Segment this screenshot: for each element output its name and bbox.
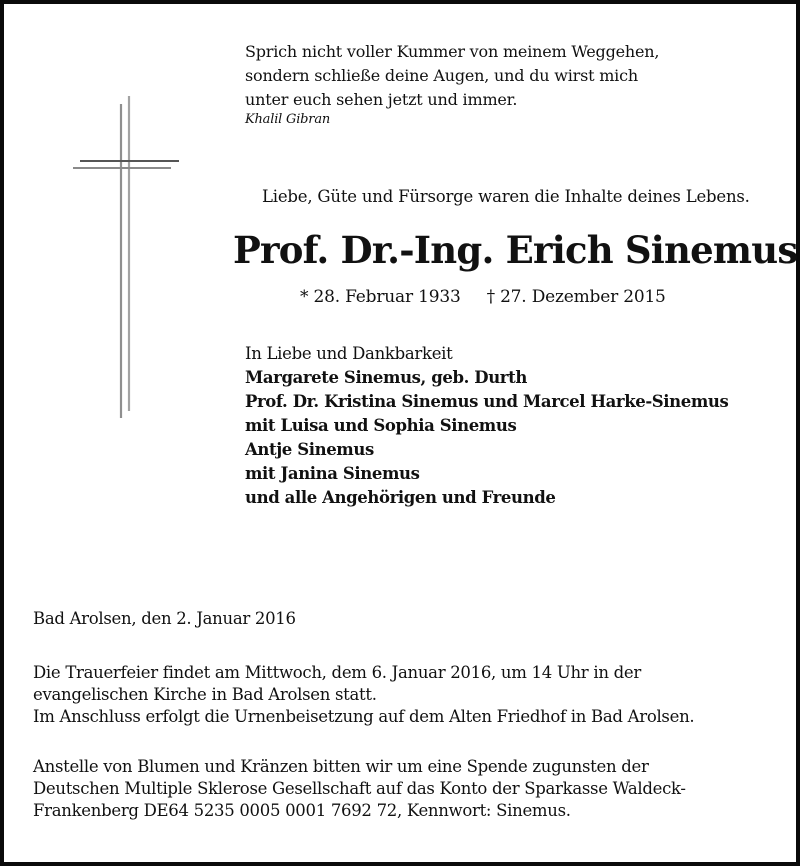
donation-line: Anstelle von Blumen und Kränzen bitten wir um eine Spende zugunsten der xyxy=(33,757,649,776)
mourner-name: Prof. Dr. Kristina Sinemus und Marcel Harke-Sinemus xyxy=(245,392,729,411)
quote-line: unter euch sehen jetzt und immer. xyxy=(245,90,518,109)
mourner-name: mit Luisa und Sophia Sinemus xyxy=(245,416,517,435)
motto: Liebe, Güte und Fürsorge waren die Inhalte deines Lebens. xyxy=(262,187,750,206)
mourners xyxy=(245,342,728,510)
deceased-name: Prof. Dr.-Ing. Erich Sinemus xyxy=(233,228,798,272)
funeral-line: Die Trauerfeier findet am Mittwoch, dem 6. Januar 2016, um 14 Uhr in der xyxy=(33,663,641,682)
mourners-intro: In Liebe und Dankbarkeit xyxy=(245,344,453,363)
quote-line: Sprich nicht voller Kummer von meinem Weggehen, xyxy=(245,42,660,61)
donation-line: Frankenberg DE64 5235 0005 0001 7692 72, Kennwort: Sinemus. xyxy=(33,801,571,820)
mourner-name: mit Janina Sinemus xyxy=(245,464,420,483)
quote-author: Khalil Gibran xyxy=(245,112,331,127)
mourner-name: Antje Sinemus xyxy=(245,440,374,459)
death-date: † 27. Dezember 2015 xyxy=(486,287,666,307)
quote-line: sondern schließe deine Augen, und du wirst mich xyxy=(245,66,638,85)
funeral-line: evangelischen Kirche in Bad Arolsen statt. xyxy=(33,685,377,704)
funeral-line: Im Anschluss erfolgt die Urnenbeisetzung auf dem Alten Friedhof in Bad Arolsen. xyxy=(33,707,695,726)
quote xyxy=(245,40,659,129)
mourner-name: Margarete Sinemus, geb. Durth xyxy=(245,368,527,387)
funeral-info xyxy=(33,662,694,728)
place-date: Bad Arolsen, den 2. Januar 2016 xyxy=(33,609,296,628)
obituary-notice xyxy=(4,4,796,862)
birth-date: * 28. Februar 1933 xyxy=(300,287,461,307)
life-dates xyxy=(300,287,666,307)
donation-line: Deutschen Multiple Sklerose Gesellschaft auf das Konto der Sparkasse Waldeck- xyxy=(33,779,686,798)
donation-info xyxy=(33,756,686,822)
mourner-name: und alle Angehörigen und Freunde xyxy=(245,488,556,507)
